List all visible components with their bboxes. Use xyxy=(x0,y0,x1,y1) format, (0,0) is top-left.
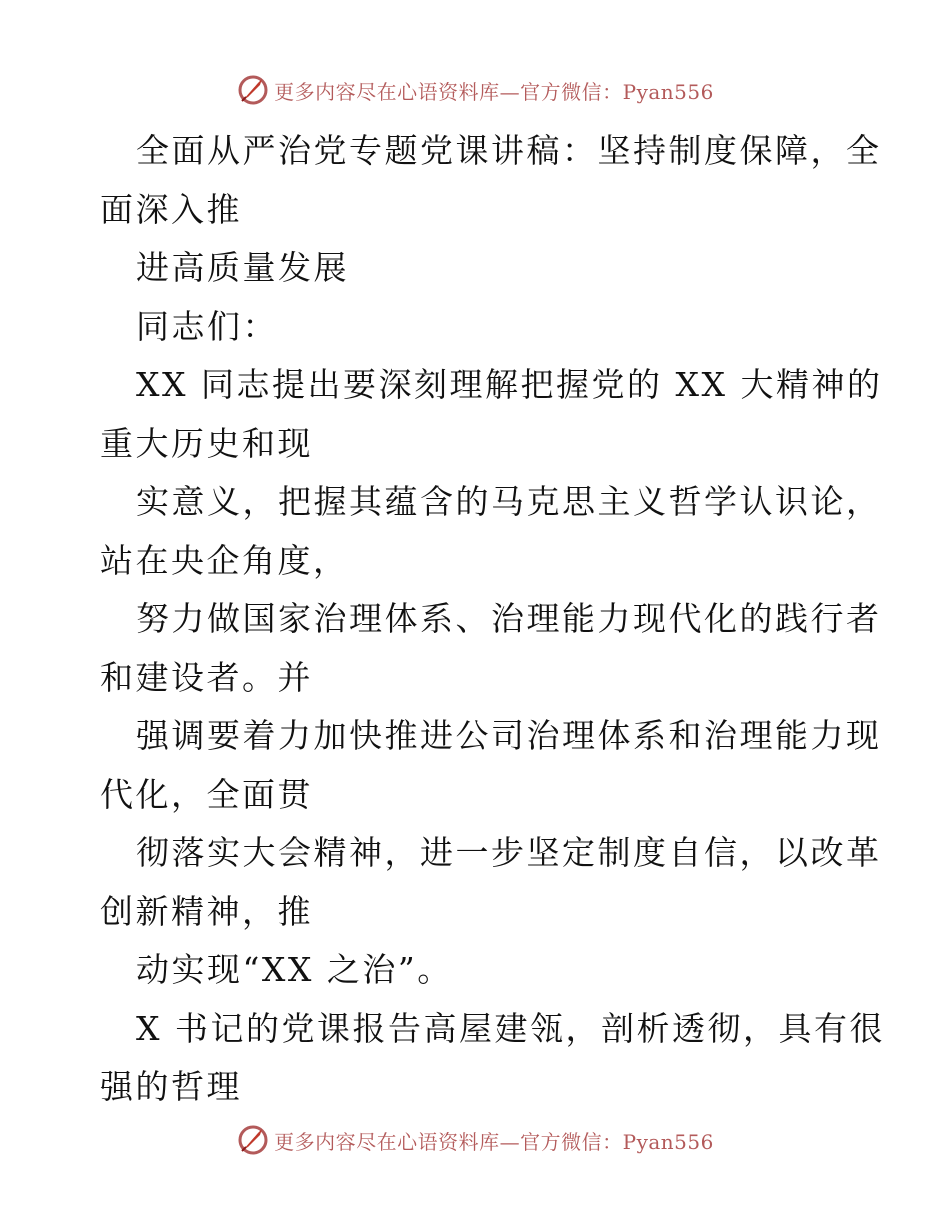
document-line: 代化，全面贯 xyxy=(100,774,313,814)
document-line: XX 同志提出要深刻理解把握党的 XX 大精神的 xyxy=(136,365,883,404)
document-line: 创新精神，推 xyxy=(100,891,313,931)
document-line: 努力做国家治理体系、治理能力现代化的践行者 xyxy=(136,599,882,638)
document-line: 实意义，把握其蕴含的马克思主义哲学认识论， xyxy=(136,482,882,521)
document-line: X 书记的党课报告高屋建瓴，剖析透彻，具有很 xyxy=(136,1008,885,1048)
document-line: 全面从严治党专题党课讲稿：坚持制度保障，全 xyxy=(136,131,882,170)
document-body xyxy=(100,122,885,1117)
document-line: 重大历史和现 xyxy=(100,423,313,463)
footer-banner xyxy=(0,1122,950,1158)
footer-banner-text: 更多内容尽在心语资料库—官方微信：Pyan556 xyxy=(274,1129,714,1154)
document-line: 同志们： xyxy=(136,306,278,346)
document-line: 动实现“XX 之治”。 xyxy=(136,950,453,989)
document-line: 彻落实大会精神，进一步坚定制度自信，以改革 xyxy=(136,833,882,872)
document-line: 强的哲理 xyxy=(100,1067,242,1106)
header-banner xyxy=(0,72,950,108)
quill-circle-logo-icon xyxy=(236,73,270,107)
header-banner-text: 更多内容尽在心语资料库—官方微信：Pyan556 xyxy=(274,79,714,104)
document-line: 强调要着力加快推进公司治理体系和治理能力现 xyxy=(136,716,882,755)
document-line: 站在央企角度， xyxy=(100,540,349,580)
document-line: 面深入推 xyxy=(100,189,242,229)
document-line: 进高质量发展 xyxy=(136,248,349,287)
document-line: 和建设者。并 xyxy=(100,657,313,697)
quill-circle-logo-icon xyxy=(236,1123,270,1157)
